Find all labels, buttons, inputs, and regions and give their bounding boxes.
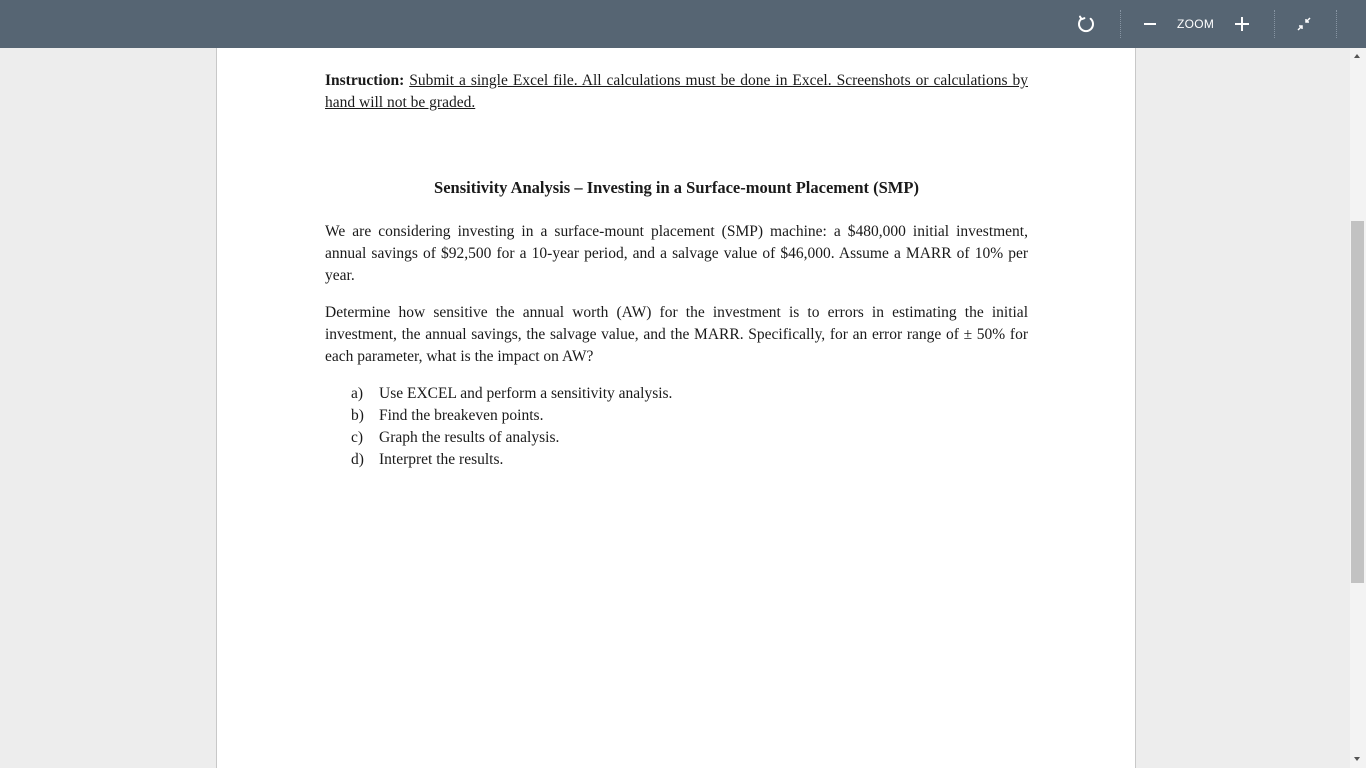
scroll-down-arrow-icon[interactable] (1354, 757, 1360, 761)
document-viewer (0, 48, 1350, 768)
exit-fullscreen-icon (1295, 15, 1313, 33)
paragraph-scenario: We are considering investing in a surface-mount placement (SMP) machine: a $480,000 initial investment, annual savings of $92,500 for a 10-year period, and a salvage value of $46,000. Assume a MARR of 10% per year. (325, 223, 1028, 284)
list-item-label: d) (351, 451, 364, 468)
document-content (325, 70, 1028, 471)
list-item-text: Graph the results of analysis. (379, 429, 560, 446)
scroll-up-arrow-icon[interactable] (1354, 54, 1360, 58)
instruction-label: Instruction: (325, 72, 405, 89)
zoom-out-button[interactable] (1139, 0, 1161, 48)
zoom-out-icon (1143, 17, 1157, 31)
scrollbar-thumb[interactable] (1351, 221, 1364, 583)
paragraph-question: Determine how sensitive the annual worth (AW) for the investment is to errors in estimating the initial investment, the annual savings, the salvage value, and the MARR. Specifically, for an error range of ± 50% for each parameter, what is the impact on AW? (325, 304, 1028, 365)
toolbar-separator (1120, 10, 1121, 38)
instruction (325, 70, 1028, 114)
list-item (351, 405, 1028, 427)
reload-icon (1076, 14, 1096, 34)
list-item-label: a) (351, 385, 364, 402)
list-item-label: c) (351, 429, 364, 446)
list-item-text: Use EXCEL and perform a sensitivity analysis. (379, 385, 673, 402)
toolbar-separator (1336, 10, 1337, 38)
task-list (325, 383, 1028, 471)
list-item (351, 427, 1028, 449)
list-item-text: Find the breakeven points. (379, 407, 544, 424)
viewer-toolbar (0, 0, 1366, 48)
reload-button[interactable] (1072, 0, 1100, 48)
document-page (216, 48, 1136, 768)
toolbar-separator (1274, 10, 1275, 38)
list-item-text: Interpret the results. (379, 451, 504, 468)
zoom-in-button[interactable] (1231, 0, 1253, 48)
page-title: Sensitivity Analysis – Investing in a Surface-mount Placement (SMP) (434, 178, 919, 197)
zoom-in-icon (1234, 16, 1250, 32)
list-item (351, 449, 1028, 471)
list-item-label: b) (351, 407, 364, 424)
list-item (351, 383, 1028, 405)
zoom-label: ZOOM (1177, 17, 1215, 31)
instruction-text: Submit a single Excel file. All calculations must be done in Excel. Screenshots or calculations by hand will not be graded. (325, 72, 1028, 111)
exit-fullscreen-button[interactable] (1292, 0, 1316, 48)
